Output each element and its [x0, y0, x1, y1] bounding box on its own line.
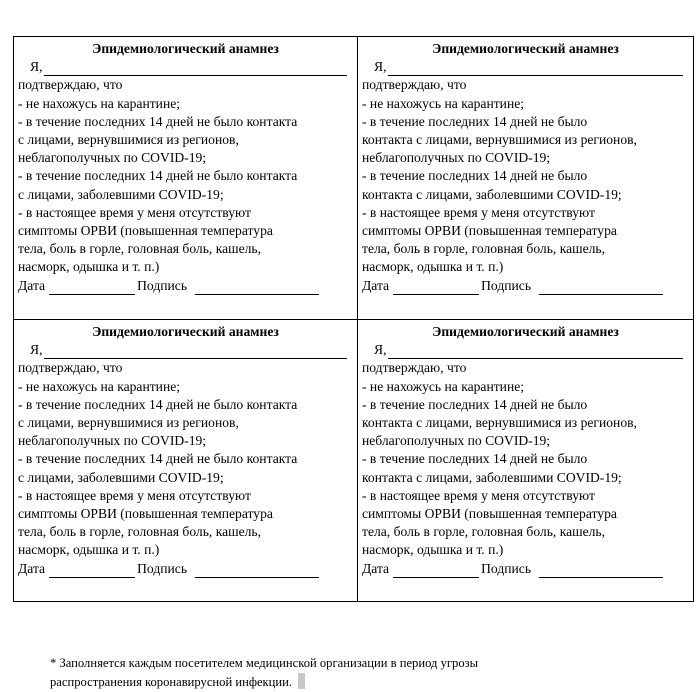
- date-blank: [393, 563, 479, 578]
- signature-label: Подпись: [137, 277, 188, 293]
- form-line: контакта с лицами, вернувшимися из регионов,: [362, 415, 637, 431]
- form-line: неблагополучных по COVID-19;: [362, 150, 551, 166]
- form-line: - в течение последних 14 дней не было: [362, 113, 588, 129]
- form-line: симптомы ОРВИ (повышенная температура: [18, 506, 273, 522]
- form-line: с лицами, вернувшимися из регионов,: [18, 415, 239, 431]
- date-label: Дата: [362, 277, 390, 293]
- form-line: насморк, одышка и т. п.): [18, 259, 160, 275]
- form-line: насморк, одышка и т. п.): [362, 542, 504, 558]
- signature-blank: [195, 563, 319, 578]
- form-bottom-right: [358, 320, 693, 601]
- signature-blank: [539, 280, 663, 295]
- form-line: неблагополучных по COVID-19;: [362, 433, 551, 449]
- date-signature-line: [362, 277, 689, 295]
- form-line: контакта с лицами, заболевшими COVID-19;: [362, 186, 622, 202]
- name-line: [362, 341, 689, 359]
- date-blank: [49, 280, 135, 295]
- footnote: [50, 654, 478, 692]
- form-line: подтверждаю, что: [18, 360, 123, 376]
- form-line: с лицами, заболевшими COVID-19;: [18, 469, 224, 485]
- ya-label: Я,: [374, 342, 387, 358]
- ya-label: Я,: [30, 342, 43, 358]
- form-line: подтверждаю, что: [18, 77, 123, 93]
- form-line: - не нахожусь на карантине;: [18, 95, 181, 111]
- form-line: - в течение последних 14 дней не было: [362, 396, 588, 412]
- ya-label: Я,: [374, 59, 387, 75]
- form-line: симптомы ОРВИ (повышенная температура: [362, 223, 617, 239]
- form-line: - в течение последних 14 дней не было контакта: [18, 451, 298, 467]
- form-top-right: [358, 37, 693, 320]
- name-line: [362, 58, 689, 76]
- name-line: [18, 341, 353, 359]
- form-line: с лицами, заболевшими COVID-19;: [18, 186, 224, 202]
- name-blank: [388, 344, 683, 359]
- form-line: тела, боль в горле, головная боль, кашель,: [362, 241, 606, 257]
- form-title: Эпидемиологический анамнез: [432, 41, 619, 56]
- form-line: - в настоящее время у меня отсутствуют: [362, 204, 595, 220]
- date-blank: [49, 563, 135, 578]
- form-line: - в течение последних 14 дней не было контакта: [18, 168, 298, 184]
- form-title: Эпидемиологический анамнез: [92, 41, 279, 56]
- form-title: Эпидемиологический анамнез: [432, 324, 619, 339]
- form-line: - в течение последних 14 дней не было контакта: [18, 396, 298, 412]
- form-line: - в течение последних 14 дней не было: [362, 168, 588, 184]
- date-label: Дата: [362, 560, 390, 576]
- form-line: - в течение последних 14 дней не было контакта: [18, 113, 298, 129]
- footnote-line-1: * Заполняется каждым посетителем медицинской организации в период угрозы: [50, 656, 479, 670]
- form-line: контакта с лицами, заболевшими COVID-19;: [362, 469, 622, 485]
- form-line: тела, боль в горле, головная боль, кашель,: [18, 241, 262, 257]
- signature-label: Подпись: [137, 560, 188, 576]
- form-line: симптомы ОРВИ (повышенная температура: [18, 223, 273, 239]
- form-line: - не нахожусь на карантине;: [362, 378, 525, 394]
- form-top-left: [14, 37, 358, 320]
- form-line: насморк, одышка и т. п.): [362, 259, 504, 275]
- ya-label: Я,: [30, 59, 43, 75]
- form-line: с лицами, вернувшимися из регионов,: [18, 132, 239, 148]
- footnote-line-2-text: распространения коронавирусной инфекции.: [50, 675, 293, 689]
- form-line: контакта с лицами, вернувшимися из регионов,: [362, 132, 637, 148]
- form-line: - в настоящее время у меня отсутствуют: [18, 487, 251, 503]
- form-line: - в течение последних 14 дней не было: [362, 451, 588, 467]
- form-bottom-left: [14, 320, 358, 601]
- name-blank: [388, 61, 683, 76]
- form-line: - в настоящее время у меня отсутствуют: [18, 204, 251, 220]
- form-line: тела, боль в горле, головная боль, кашель,: [18, 524, 262, 540]
- signature-blank: [539, 563, 663, 578]
- form-line: неблагополучных по COVID-19;: [18, 433, 207, 449]
- form-line: подтверждаю, что: [362, 360, 467, 376]
- footnote-line-2: [50, 673, 478, 692]
- signature-label: Подпись: [481, 277, 532, 293]
- signature-label: Подпись: [481, 560, 532, 576]
- form-line: - не нахожусь на карантине;: [18, 378, 181, 394]
- date-signature-line: [18, 560, 353, 578]
- form-line: подтверждаю, что: [362, 77, 467, 93]
- form-line: симптомы ОРВИ (повышенная температура: [362, 506, 617, 522]
- forms-grid: [13, 36, 694, 602]
- date-label: Дата: [18, 277, 46, 293]
- name-blank: [44, 344, 347, 359]
- date-signature-line: [18, 277, 353, 295]
- signature-blank: [195, 280, 319, 295]
- date-label: Дата: [18, 560, 46, 576]
- form-title: Эпидемиологический анамнез: [92, 324, 279, 339]
- text-cursor-marker: [298, 673, 305, 689]
- form-line: - не нахожусь на карантине;: [362, 95, 525, 111]
- name-line: [18, 58, 353, 76]
- form-line: - в настоящее время у меня отсутствуют: [362, 487, 595, 503]
- name-blank: [44, 61, 347, 76]
- date-signature-line: [362, 560, 689, 578]
- date-blank: [393, 280, 479, 295]
- form-line: тела, боль в горле, головная боль, кашель,: [362, 524, 606, 540]
- form-line: насморк, одышка и т. п.): [18, 542, 160, 558]
- form-line: неблагополучных по COVID-19;: [18, 150, 207, 166]
